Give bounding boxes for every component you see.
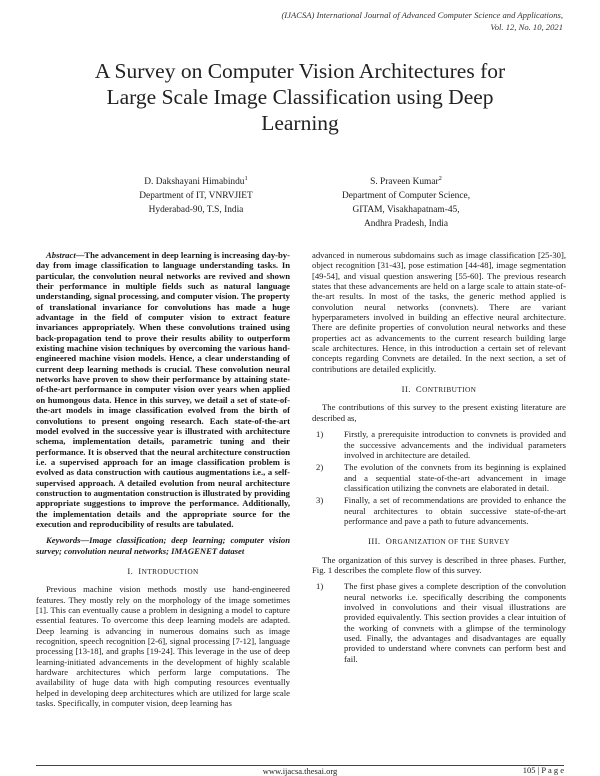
abstract: Abstract—The advancement in deep learning is increasing day-by-day from image classification to language understanding tasks. In particular, the convolution neural networks are revived and shown their performance in multiple fields such as natural language understanding, signal processing, and computer vision. The property of translational invariance for convolutions has made a huge advantage in the field of computer vision to extract feature invariances appropriately. When these convolutions trained using back-propagation tend to prove their results ability to outperform existing machine vision techniques by overcoming the various hand-engineered machine vision models. Hence, a clear understanding of current deep learning methods is crucial. These convolution neural networks have proven to show their performance by attaining state-of-the-art performance in computer vision over years when applied on humongous data. Hence in this survey, we detail a set of state-of-the-art models in image classification evolved from the birth of convolutions to present ongoing research. Each state-of-the-art model evolved in the successive year is illustrated with architecture schema, implementation details, parametric tuning and their performance. It is observed that the neural architecture construction i.e. a supervised approach for an image classification problem is evolved as data construction with cautious augmentations i.e., a self-supervised approach. A detailed evolution from neural architecture construction to augmentation construction is illustrated by providing appropriate suggestions to improve the performance. Additionally, the implementation details and the appropriate source for the execution and reproducibility of results are tabulated.: [36, 250, 290, 529]
section-heading-contribution: II. CONTRIBUTION: [401, 384, 477, 395]
right-column: [312, 250, 566, 666]
page-number: 105 | P a g e: [522, 765, 564, 775]
author-1-affiliation-line-1: Department of IT, VNRVJIET: [139, 191, 253, 202]
list-item: 3) Finally, a set of recommendations are provided to enhance the neural architectures to obtain successive state-of-the-art performance and pave a path to future advancements.: [316, 495, 566, 526]
title-line-3: Learning: [261, 111, 339, 135]
contribution-list: [312, 429, 566, 526]
journal-header: [143, 9, 563, 33]
footer-url: www.ijacsa.thesai.org: [262, 766, 338, 776]
journal-volume: Vol. 12, No. 10, 2021: [490, 22, 563, 32]
list-item: 1) Firstly, a prerequisite introduction to convnets is provided and the successive advancements and the individual parameters involved in architecture are detailed.: [316, 429, 566, 460]
title-line-2: Large Scale Image Classification using Deep: [106, 85, 494, 109]
title-line-1: A Survey on Computer Vision Architectures for: [94, 59, 506, 83]
author-2-affiliation-line-3: Andhra Pradesh, India: [363, 219, 449, 230]
author-1-block: [86, 172, 306, 217]
journal-name: (IJACSA) International Journal of Advanced Computer Science and Applications,: [281, 10, 563, 20]
organization-paragraph: The organization of this survey is described in three phases. Further, Fig. 1 describes the complete flow of this survey.: [312, 554, 566, 575]
author-2-name: S. Praveen Kumar$^2$: [370, 175, 442, 188]
keywords: Keywords—Image classification; deep learning; computer vision survey; convolution neural networks; IMAGENET dataset: [36, 535, 290, 556]
author-2-affiliation-line-1: Department of Computer Science,: [341, 191, 471, 202]
introduction-paragraph-continued: advanced in numerous subdomains such as image classification [25-30], object recognition [31-43], pose estimation [44-48], image segmentation [49-54], and visual question answering [55-60]. The previous research states that these advancements are held on a large scale to attain state-of-the-art results. In most of the tasks, the generic method applied is convolution neural networks (convnets). There are variant hyperparameters involved in building an effective neural architecture. There are definite properties of convolution neural networks and these properties act as advancements to the current research building large scale architectures. Hence, in this introduction a certain set of relevant concepts regarding Convnets are detailed. In the next section, a set of contributions are detailed explicitly.: [312, 250, 566, 374]
section-heading-organization: III. ORGANIZATION OF THE SURVEY: [368, 536, 510, 547]
list-item: 1) The first phase gives a complete description of the convolution neural networks i.e. specifically describing the components involved in convolutions and their visual illustrations are provided equivalently. This section provides a clear intuition of the working of convnets with a glimpse of the terminology used. Finally, the advantages and disadvantages are equally provided to understand where convnets can perform best and fail.: [316, 581, 566, 664]
left-column: [36, 250, 290, 708]
introduction-paragraph: Previous machine vision methods mostly use hand-engineered features. They mostly rely on the morphology of the image sometimes [1]. This can eventually cause a problem in designing a model to capture essential features. To overcome this deep learning models are adapted. Deep learning is advancing in numerous domains such as image recognition, speech recognition [2-6], signal processing [7-12], language processing [13-18], and graphs [19-24]. This leverage in the use of deep learning-initiated advancements in the development of highly scalable hardware architectures which perform large computations. The availability of huge data with high computing resources eventually helped in developing deep architectures which are utilized for large scale tasks. Specifically, in computer vision, deep learning has: [36, 584, 290, 709]
organization-list: [312, 581, 566, 664]
author-2-block: [296, 172, 516, 231]
contribution-paragraph: The contributions of this survey to the present existing literature are described as,: [312, 402, 566, 423]
section-heading-introduction: I. INTRODUCTION: [127, 565, 199, 576]
list-item: 2) The evolution of the convnets from its beginning is explained and a sequential state-of-the-art advancement in image classification utilizing the convnets are elaborated in detail.: [316, 462, 566, 493]
author-2-affiliation-line-2: GITAM, Visakhapatnam-45,: [352, 205, 460, 216]
author-1-affiliation-line-2: Hyderabad-90, T.S, India: [148, 205, 244, 216]
paper-title: [40, 58, 560, 136]
author-1-name: D. Dakshayani Himabindu$^1$: [144, 175, 248, 188]
